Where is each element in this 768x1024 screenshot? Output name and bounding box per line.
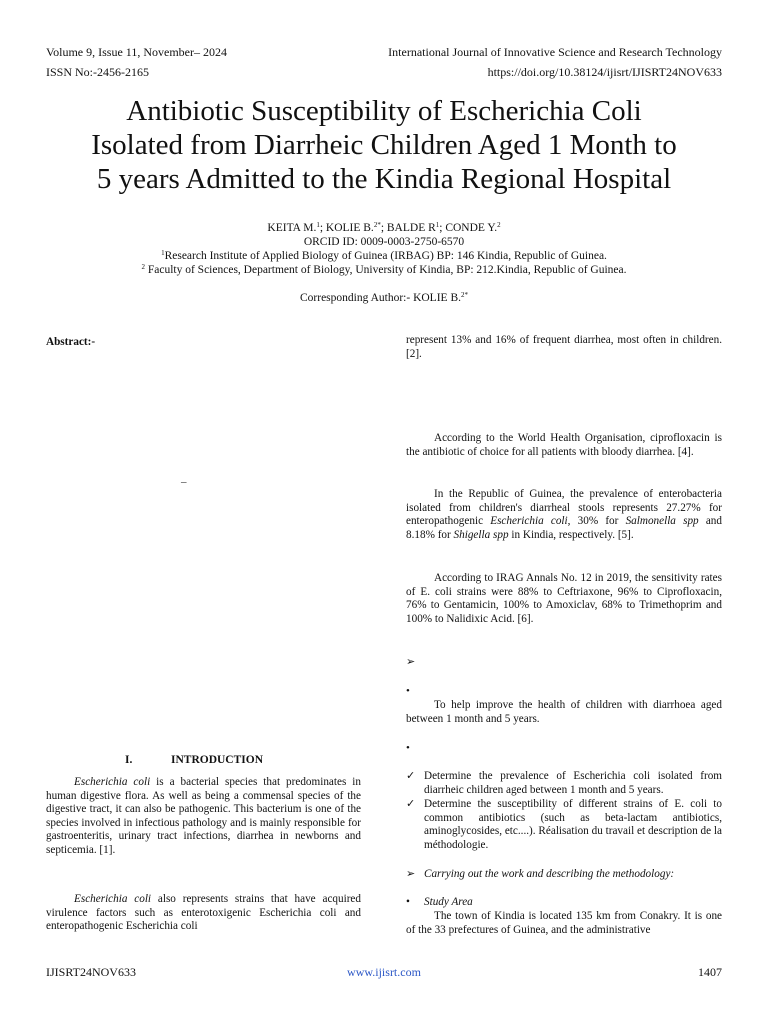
abstract-label: Abstract:- [46,336,96,348]
intro-paragraph-1 [46,776,361,858]
author: ; KOLIE B. [319,222,374,234]
objective-item-2 [406,798,722,852]
checkmark-icon: ✓ [406,798,416,810]
page-number: 1407 [698,965,722,979]
affiliation-mark: 2 [141,263,145,271]
affiliation-1 [0,250,768,263]
general-objective: To help improve the health of children with diarrhoea aged between 1 month and 5 years. [406,699,722,725]
affiliation-mark: 1 [161,249,165,257]
affiliation-mark: 1 [316,221,320,229]
checkmark-icon: ✓ [406,770,416,782]
right-paragraph-guinea [406,488,722,542]
footer-website-link[interactable] [0,965,768,979]
doi-link[interactable]: https://doi.org/10.38124/ijisrt/IJISRT24NOV633 [487,65,722,79]
abstract-dash: – [181,476,187,488]
paragraph-text: also represents strains that have acquired virulence factors such as enterotoxigenic Escherichia coli and enteropathogenic Escherichia coli [46,893,361,933]
title-line: Isolated from Diarrheic Children Aged 1 Month to [91,129,677,161]
volume-info: Volume 9, Issue 11, November– 2024 [46,45,227,59]
affiliation-text: Faculty of Sciences, Department of Biology, University of Kindia, BP: 212.Kindia, Republic of Guinea. [147,264,627,276]
species-name: Salmonella spp [625,515,699,528]
objective-text: Determine the susceptibility of different strains of E. coli to common antibiotics (such as beta-lactam antibiotics, aminoglycosides, etc....). Réalisation du travail et description de la méthodologie. [424,798,722,851]
corresponding-text: Corresponding Author:- KOLIE B. [300,292,461,304]
author: KEITA M. [267,222,317,234]
paragraph-text: and 8.18% for [406,515,722,541]
author: ; BALDE R [380,222,436,234]
arrow-bullet-icon: ➢ [406,868,416,880]
objective-text: Determine the prevalence of Escherichia coli isolated from diarrheic children aged between 1 month and 5 years. [424,770,722,796]
corresponding-author [0,292,768,305]
section-number: I. [125,754,133,766]
methodology-heading [406,868,722,882]
paragraph-text: , 30% for [567,515,626,528]
bullet-icon: • [406,742,410,754]
affiliation-mark: 1 [435,221,440,229]
author-list [0,222,768,235]
study-area-heading [406,896,722,910]
right-paragraph-irag: According to IRAG Annals No. 12 in 2019, the sensitivity rates of E. coli strains were 88% to Ceftriaxone, 96% to Ciprofloxacin, 76% to Gentamicin, 100% to Amoxiclav, 68% to Trimethoprim and 100% to Nalidixic Acid. [6]. [406,572,722,625]
author: ; CONDE Y. [439,222,498,234]
species-name: Escherichia coli [490,515,568,528]
species-name: Escherichia coli [74,893,152,905]
issn: ISSN No:-2456-2165 [46,65,150,79]
species-name: Shigella spp [453,528,509,541]
right-paragraph-who: According to the World Health Organisation, ciprofloxacin is the antibiotic of choice for all patients with bloody diarrhea. [4]. [406,432,722,458]
website-text[interactable]: www.ijisrt.com [347,965,421,979]
objective-item-1 [406,770,722,797]
title-line: Antibiotic Susceptibility of Escherichia Coli [126,95,642,127]
species-name: Escherichia coli [74,776,151,788]
footer-article-id: IJISRT24NOV633 [46,965,136,979]
paragraph-text: in Kindia, respectively. [5]. [508,528,634,541]
affiliation-text: Research Institute of Applied Biology of Guinea (IRBAG) BP: 146 Kindia, Republic of Guinea. [164,250,607,262]
right-paragraph-0: represent 13% and 16% of frequent diarrhea, most often in children. [2]. [406,334,722,360]
bullet-icon: • [406,896,410,908]
section-title: INTRODUCTION [171,754,264,766]
title-line: 5 years Admitted to the Kindia Regional Hospital [96,163,672,195]
study-area-text: Study Area [424,896,473,908]
study-area-paragraph: The town of Kindia is located 135 km from Conakry. It is one of the 33 prefectures of Guinea, and the administrative [406,910,722,936]
paper-title [0,94,768,196]
affiliation-mark: 2* [373,221,381,229]
intro-paragraph-2 [46,893,361,934]
bullet-icon: • [406,685,410,697]
paragraph-text: In the Republic of Guinea, the prevalence of enterobacteria isolated from children's diarrheal stools represents 27.27% for enteropathogenic [406,488,722,528]
affiliation-mark: 2 [497,221,501,229]
paragraph-text: is a bacterial species that predominates in human digestive flora. As well as being a commensal species of the digestive tract, it can also be pathogenic. This bacterium is one of the species involved in infectious pathology and is mainly responsible for gastroenteritis, urinary tract infections, diarrhea in newborns and septicemia. [1]. [46,776,361,856]
journal-name: International Journal of Innovative Science and Research Technology [388,45,722,59]
arrow-bullet-icon: ➢ [406,656,416,668]
methodology-heading-text: Carrying out the work and describing the methodology: [424,868,675,880]
orcid: ORCID ID: 0009-0003-2750-6570 [303,236,465,248]
affiliation-2 [0,264,768,277]
affiliation-mark: 2* [460,291,468,299]
